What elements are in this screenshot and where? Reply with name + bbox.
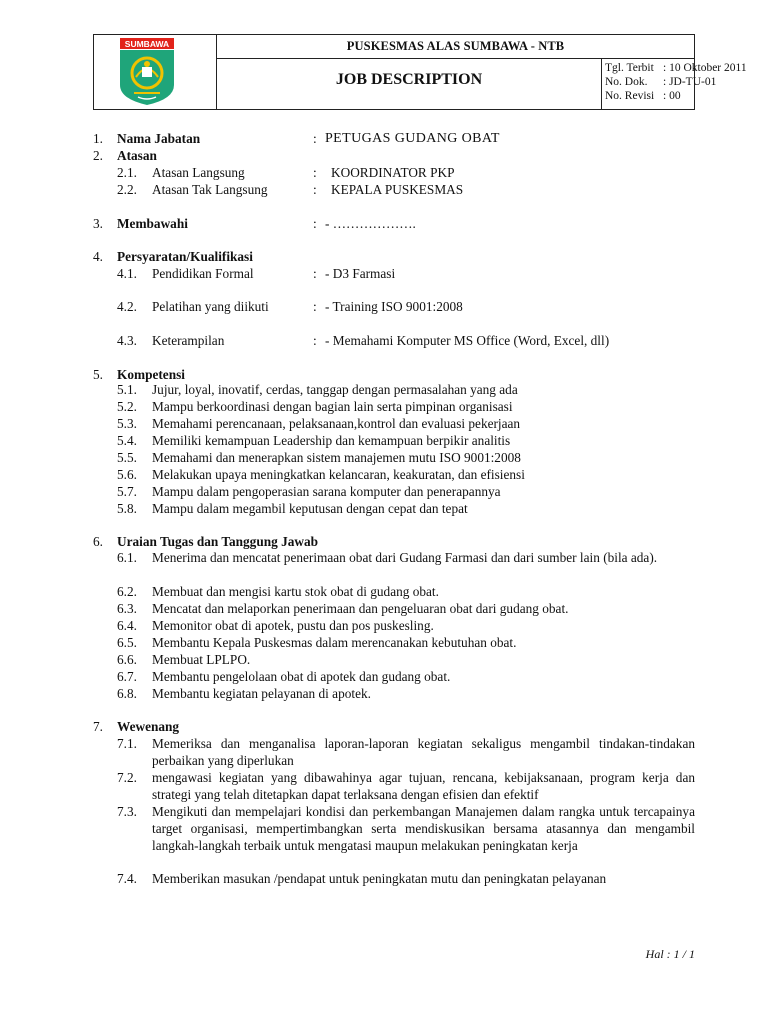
section-title: Kompetensi (117, 367, 185, 382)
item-number: 5.6. (117, 467, 137, 482)
item-label: Atasan Langsung (152, 165, 245, 180)
colon: : (313, 266, 317, 281)
colon: : (313, 299, 317, 314)
item-value: - Memahami Komputer MS Office (Word, Excel, dll) (325, 333, 610, 348)
job-title-value: PETUGAS GUDANG OBAT (325, 131, 500, 146)
item-number: 6.3. (117, 601, 137, 616)
item-number: 7.1. (117, 736, 137, 751)
list-item: Memahami dan menerapkan sistem manajemen mutu ISO 9001:2008 (152, 450, 521, 465)
list-item: Mampu berkoordinasi dengan bagian lain serta pimpinan organisasi (152, 399, 513, 414)
section-number: 5. (93, 367, 103, 382)
item-number: 6.5. (117, 635, 137, 650)
list-item: Membantu pengelolaan obat di apotek dan gudang obat. (152, 669, 451, 684)
item-number: 2.2. (117, 182, 137, 197)
item-number: 5.8. (117, 501, 137, 516)
list-item: Memeriksa dan menganalisa laporan-laporan kegiatan sekaligus mengambil tindakan-tindakan perbaikan yang diperlukan (152, 736, 695, 768)
item-number: 6.2. (117, 584, 137, 599)
section-title: Membawahi (117, 216, 188, 231)
item-value: - Training ISO 9001:2008 (325, 299, 463, 314)
list-item: Memonitor obat di apotek, pustu dan pos puskesling. (152, 618, 434, 633)
item-number: 5.1. (117, 382, 137, 397)
list-item: Membantu Kepala Puskesmas dalam merencanakan kebutuhan obat. (152, 635, 517, 650)
list-item: Menerima dan mencatat penerimaan obat dari Gudang Farmasi dan dari sumber lain (bila ada). (152, 550, 658, 565)
colon: : (313, 333, 317, 348)
item-number: 5.3. (117, 416, 137, 431)
page-number: Hal : 1 / 1 (645, 947, 695, 961)
item-number: 4.2. (117, 299, 137, 314)
colon: : (313, 216, 317, 231)
item-number: 5.7. (117, 484, 137, 499)
section-title: Wewenang (117, 719, 180, 734)
section-number: 4. (93, 249, 103, 264)
item-number: 6.4. (117, 618, 137, 633)
meta-value: : JD-TU-01 (663, 76, 717, 88)
item-number: 4.1. (117, 266, 137, 281)
section-number: 7. (93, 719, 103, 734)
section-title: Persyaratan/Kualifikasi (117, 249, 253, 264)
meta-value: : 00 (663, 90, 681, 102)
list-item: Memberikan masukan /pendapat untuk peningkatan mutu dan peningkatan pelayanan (152, 871, 607, 886)
item-number: 7.2. (117, 770, 137, 785)
section-number: 2. (93, 148, 103, 163)
list-item: Membantu kegiatan pelayanan di apotek. (152, 686, 371, 701)
logo-cell (94, 35, 217, 109)
colon: : (313, 165, 317, 180)
colon: : (313, 182, 317, 197)
item-number: 4.3. (117, 333, 137, 348)
item-number: 6.1. (117, 550, 137, 565)
item-number: 6.8. (117, 686, 137, 701)
sumbawa-logo (118, 37, 176, 107)
colon: : (313, 131, 317, 146)
section-number: 1. (93, 131, 103, 146)
item-number: 7.4. (117, 871, 137, 886)
meta-value: : 10 Oktober 2011 (663, 62, 747, 74)
list-item: Membuat dan mengisi kartu stok obat di gudang obat. (152, 584, 439, 599)
document-title: JOB DESCRIPTION (217, 59, 602, 109)
list-item: Mengikuti dan mempelajari kondisi dan perkembangan Manajemen dalam rangka untuk tercapainya target organisasi, mempertimbangkan serta mendiskusikan bersama atasannya dan mengambil langkah-langkah terbaik untuk mengatasi maupun melakukan peningkatan kerja (152, 804, 695, 853)
section-number: 3. (93, 216, 103, 231)
item-value: - ………………. (325, 216, 416, 231)
organization-name: PUSKESMAS ALAS SUMBAWA - NTB (217, 35, 694, 59)
item-number: 5.4. (117, 433, 137, 448)
meta-label: No. Revisi (605, 90, 655, 102)
list-item: Jujur, loyal, inovatif, cerdas, tanggap dengan permasalahan yang ada (152, 382, 518, 397)
section-title: Nama Jabatan (117, 131, 201, 146)
item-value: - D3 Farmasi (325, 266, 396, 281)
item-value: KEPALA PUSKESMAS (331, 182, 464, 197)
item-label: Atasan Tak Langsung (152, 182, 268, 197)
item-value: KOORDINATOR PKP (331, 165, 455, 180)
list-item: Mampu dalam megambil keputusan dengan cepat dan tepat (152, 501, 468, 516)
item-label: Keterampilan (152, 333, 225, 348)
meta-label: No. Dok. (605, 76, 648, 88)
section-job-title (93, 130, 103, 147)
logo-text: SUMBAWA (124, 39, 170, 49)
list-item: Memahami perencanaan, pelaksanaan,kontrol dan evaluasi pekerjaan (152, 416, 521, 431)
section-title: Atasan (117, 148, 157, 163)
list-item: Mencatat dan melaporkan penerimaan dan pengeluaran obat dari gudang obat. (152, 601, 569, 616)
item-number: 7.3. (117, 804, 137, 819)
item-number: 2.1. (117, 165, 137, 180)
list-item: Melakukan upaya meningkatkan kelancaran, keakuratan, dan efisiensi (152, 467, 525, 482)
section-number: 6. (93, 534, 103, 549)
item-number: 5.5. (117, 450, 137, 465)
meta-label: Tgl. Terbit (605, 62, 654, 74)
document-header-table (93, 34, 747, 110)
list-item: mengawasi kegiatan yang dibawahinya agar tujuan, rencana, kebijaksanaan, program kerja dan strategi yang telah ditetapkan dapat terlaksana dengan efisien dan efektif (152, 770, 695, 802)
list-item: Membuat LPLPO. (152, 652, 251, 667)
item-number: 6.6. (117, 652, 137, 667)
item-number: 5.2. (117, 399, 137, 414)
item-label: Pendidikan Formal (152, 266, 254, 281)
item-label: Pelatihan yang diikuti (152, 299, 269, 314)
item-number: 6.7. (117, 669, 137, 684)
list-item: Memiliki kemampuan Leadership dan kemampuan berpikir analitis (152, 433, 511, 448)
section-title: Uraian Tugas dan Tanggung Jawab (117, 534, 319, 549)
list-item: Mampu dalam pengoperasian sarana komputer dan penerapannya (152, 484, 501, 499)
document-meta (602, 59, 747, 109)
